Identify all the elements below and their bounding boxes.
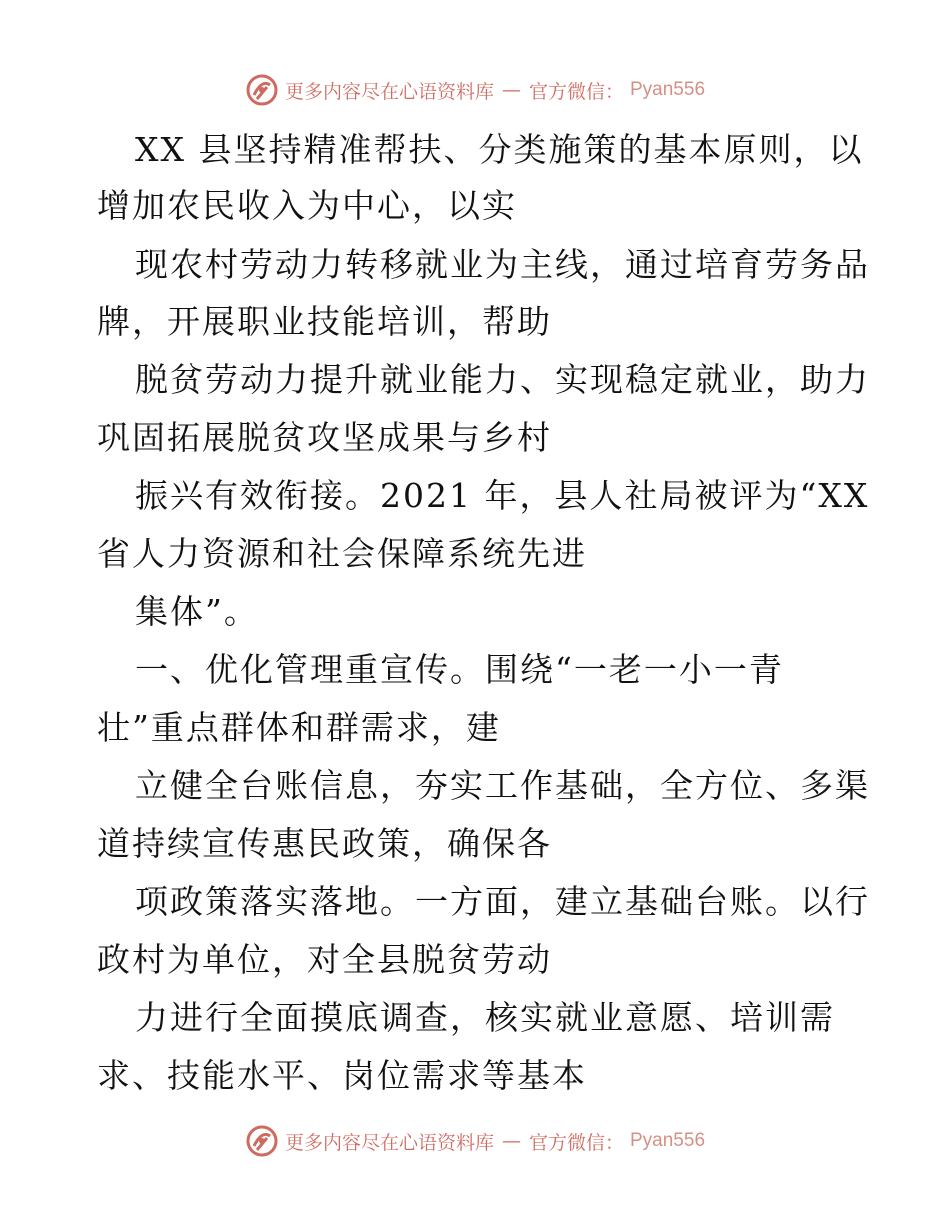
body-line: 政村为单位，对全县脱贫劳动 [97, 940, 552, 979]
body-line: 道持续宣传惠民政策，确保各 [97, 824, 552, 863]
body-line: 壮”重点群体和群需求，建 [97, 708, 501, 747]
logo-icon [245, 1124, 279, 1158]
body-line: 振兴有效衔接。2021 年，县人社局被评为“XX [135, 476, 870, 515]
watermark-dash: — [501, 1130, 521, 1152]
logo-icon [245, 73, 279, 107]
body-line: 巩固拓展脱贫攻坚成果与乡村 [97, 418, 552, 457]
body-line: XX 县坚持精准帮扶、分类施策的基本原则，以 [135, 130, 864, 169]
body-line: 集体”。 [135, 592, 259, 631]
watermark-text: 更多内容尽在心语资料库 [284, 80, 494, 103]
watermark-label: 官方微信： [528, 1131, 624, 1154]
body-line: 增加农民收入为中心，以实 [97, 186, 517, 225]
body-line: 立健全台账信息，夯实工作基础，全方位、多渠 [135, 766, 870, 805]
watermark-header [0, 70, 950, 110]
watermark-label: 官方微信： [528, 80, 624, 103]
watermark-text: 更多内容尽在心语资料库 [284, 1131, 494, 1154]
body-line: 省人力资源和社会保障系统先进 [97, 534, 587, 573]
body-line: 力进行全面摸底调查，核实就业意愿、培训需 [135, 998, 835, 1037]
body-line: 牌，开展职业技能培训，帮助 [97, 302, 552, 341]
watermark-dash: — [501, 79, 521, 101]
body-line: 一、优化管理重宣传。围绕“一老一小一青 [135, 650, 784, 689]
body-line: 现农村劳动力转移就业为主线，通过培育劳务品 [135, 245, 870, 284]
body-line: 项政策落实落地。一方面，建立基础台账。以行 [135, 882, 870, 921]
body-line: 求、技能水平、岗位需求等基本 [97, 1056, 587, 1095]
watermark-id: Pyan556 [630, 79, 706, 100]
body-line: 脱贫劳动力提升就业能力、实现稳定就业，助力 [135, 360, 870, 399]
watermark-footer [0, 1121, 950, 1161]
watermark-id: Pyan556 [630, 1130, 706, 1151]
